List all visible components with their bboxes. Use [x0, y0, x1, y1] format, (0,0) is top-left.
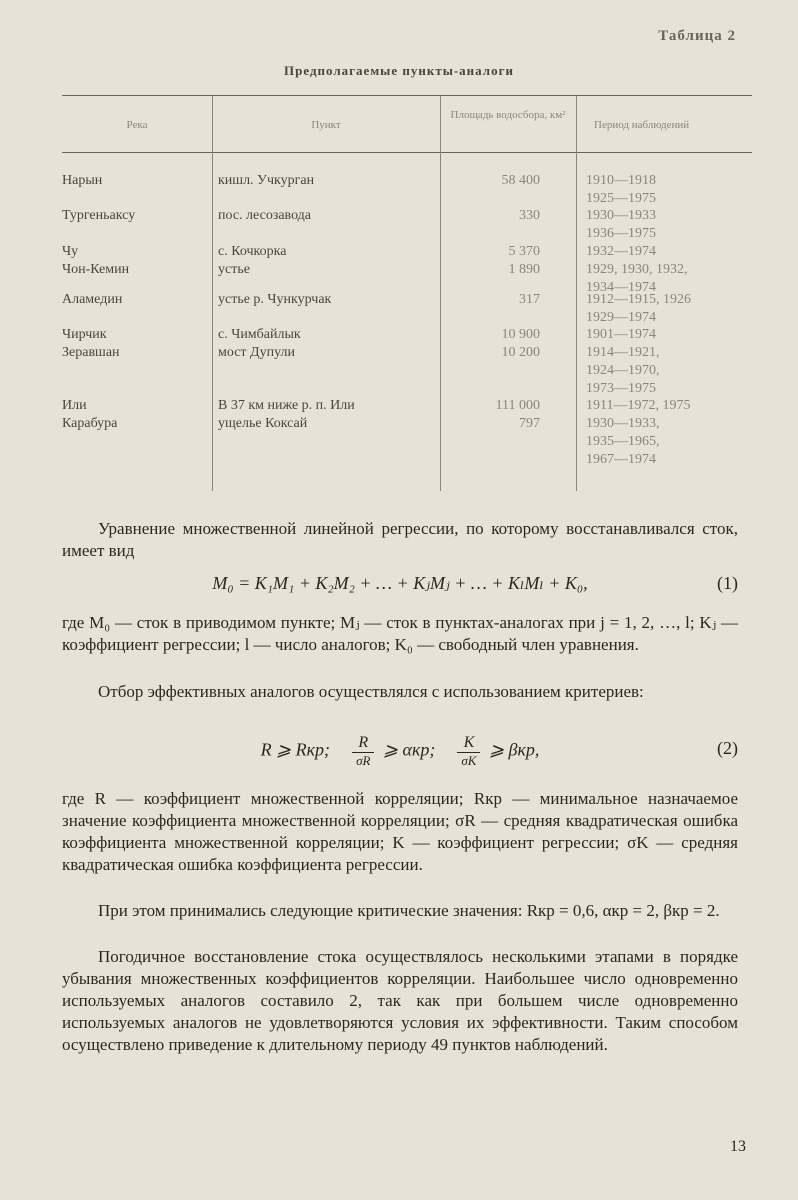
period-line: 1929, 1930, 1932, — [586, 262, 688, 277]
period-line: 1934—1974 — [586, 280, 656, 295]
cell-point: с. Кочкорка — [218, 244, 287, 259]
fraction-k-denominator: σK — [461, 753, 477, 768]
paragraph-4-text: где R — коэффициент множественной корреляции; Rкр — минимальное назначаемое значение коэффициента множественной корреляции; σR — средняя квадратическая ошибка коэффициента множественной корреляции; K — коэффициент регрессии; σK — средняя квадратическая ошибка коэффициента регрессии. — [62, 789, 738, 874]
cell-point: ущелье Коксай — [218, 416, 308, 431]
cell-river: Карабура — [62, 416, 118, 431]
fraction-r-numerator: R — [352, 734, 374, 753]
cell-period — [586, 344, 766, 398]
formula-2 — [62, 728, 738, 776]
cell-area: 5 370 — [508, 244, 540, 259]
table-header-rule — [62, 152, 752, 153]
period-line: 1967—1974 — [586, 452, 656, 467]
table-label: Таблица 2 — [658, 28, 736, 44]
cell-point: с. Чимбайлык — [218, 327, 301, 342]
formula-2-number: (2) — [717, 738, 738, 758]
cell-period — [586, 243, 766, 261]
period-line: 1935—1965, — [586, 434, 660, 449]
column-header-period: Период наблюдений — [594, 119, 690, 131]
period-line: 1973—1975 — [586, 381, 656, 396]
paragraph-4 — [62, 788, 738, 876]
period-line: 1930—1933, — [586, 416, 660, 431]
cell-period — [586, 207, 766, 243]
formula-1-number: (1) — [717, 573, 738, 593]
cell-period — [586, 326, 766, 344]
period-line: 1924—1970, — [586, 363, 660, 378]
paragraph-2 — [62, 612, 738, 656]
cell-river: Чон-Кемин — [62, 262, 130, 277]
paragraph-2-text: где M₀ — сток в приводимом пункте; Mⱼ — сток в пунктах-аналогах при j = 1, 2, …, l; Kⱼ — коэффициент регрессии; l — число аналогов; K₀ — свободный член уравнения. — [62, 613, 738, 654]
cell-period — [586, 291, 766, 327]
page-number: 13 — [730, 1138, 746, 1155]
column-header-point: Пункт — [311, 119, 341, 131]
cell-point: устье р. Чункурчак — [218, 292, 332, 307]
cell-river: Тургеньаксу — [62, 208, 136, 223]
criterion-alpha-fraction — [352, 734, 374, 769]
cell-area: 797 — [519, 416, 540, 431]
period-line: 1925—1975 — [586, 191, 656, 206]
period-line: 1914—1921, — [586, 345, 660, 360]
cell-point: устье — [218, 262, 250, 277]
formula-1-equation: M₀ = K₁M₁ + K₂M₂ + … + KⱼMⱼ + … + KₗMₗ + K₀, — [212, 573, 588, 593]
criterion-beta-fraction — [457, 734, 480, 769]
cell-river: Чу — [62, 244, 79, 259]
criterion-r: R ⩾ Rкр; — [260, 739, 331, 760]
cell-area: 317 — [519, 292, 540, 307]
period-line: 1936—1975 — [586, 226, 656, 241]
cell-area: 58 400 — [501, 173, 540, 188]
cell-point: кишл. Учкурган — [218, 173, 315, 188]
cell-river: Или — [62, 398, 87, 413]
paragraph-5 — [62, 900, 738, 922]
cell-river: Аламедин — [62, 292, 123, 307]
column-header-river: Река — [126, 119, 148, 131]
cell-period — [586, 172, 766, 208]
cell-point: В 37 км ниже р. п. Или — [218, 398, 355, 413]
column-header-area: Площадь водосбора, км² — [450, 109, 566, 121]
period-line: 1912—1915, 1926 — [586, 292, 691, 307]
cell-area: 330 — [519, 208, 540, 223]
period-line: 1932—1974 — [586, 244, 656, 259]
paragraph-1-text: Уравнение множественной линейной регрессии, по которому восстанавливался сток, имеет вид — [62, 519, 738, 560]
fraction-k-numerator: K — [457, 734, 480, 753]
period-line: 1911—1972, 1975 — [586, 398, 691, 413]
cell-area: 111 000 — [495, 398, 540, 413]
cell-river: Нарын — [62, 173, 103, 188]
paragraph-1 — [62, 518, 738, 562]
cell-period — [586, 415, 766, 469]
period-line: 1930—1933 — [586, 208, 656, 223]
cell-area: 10 200 — [501, 345, 540, 360]
cell-area: 10 900 — [501, 327, 540, 342]
formula-2-equation — [62, 734, 738, 769]
cell-river: Чирчик — [62, 327, 107, 342]
paragraph-6 — [62, 946, 738, 1056]
column-divider-1 — [212, 96, 213, 491]
period-line: 1910—1918 — [586, 173, 656, 188]
paragraph-3 — [62, 681, 738, 703]
criterion-beta-rhs: ⩾ βкр, — [488, 739, 540, 760]
column-divider-3 — [576, 96, 577, 491]
fraction-r-denominator: σR — [356, 753, 371, 768]
table-title: Предполагаемые пункты-аналоги — [284, 63, 514, 78]
cell-point: пос. лесозавода — [218, 208, 312, 223]
paragraph-5-text: При этом принимались следующие критические значения: Rкр = 0,6, αкр = 2, βкр = 2. — [98, 901, 720, 920]
cell-period — [586, 397, 766, 415]
paragraph-6-text: Погодичное восстановление стока осуществлялось несколькими этапами в порядке убывания множественных коэффициентов корреляции. Наибольшее число одновременно используемых аналогов составило 2, так как при большем числе одновременно используемых аналогов не удовлетворяются условия их эффективности. Таким способом осуществлено приведение к длительному периоду 49 пунктов наблюдений. — [62, 947, 738, 1054]
formula-1 — [62, 573, 738, 599]
cell-area: 1 890 — [508, 262, 540, 277]
paragraph-3-text: Отбор эффективных аналогов осуществлялся с использованием критериев: — [98, 682, 644, 701]
period-line: 1929—1974 — [586, 310, 656, 325]
cell-river: Зеравшан — [62, 345, 120, 360]
criterion-alpha-rhs: ⩾ αкр; — [382, 739, 436, 760]
cell-point: мост Дупули — [218, 345, 295, 360]
table-top-rule — [62, 95, 752, 96]
period-line: 1901—1974 — [586, 327, 656, 342]
